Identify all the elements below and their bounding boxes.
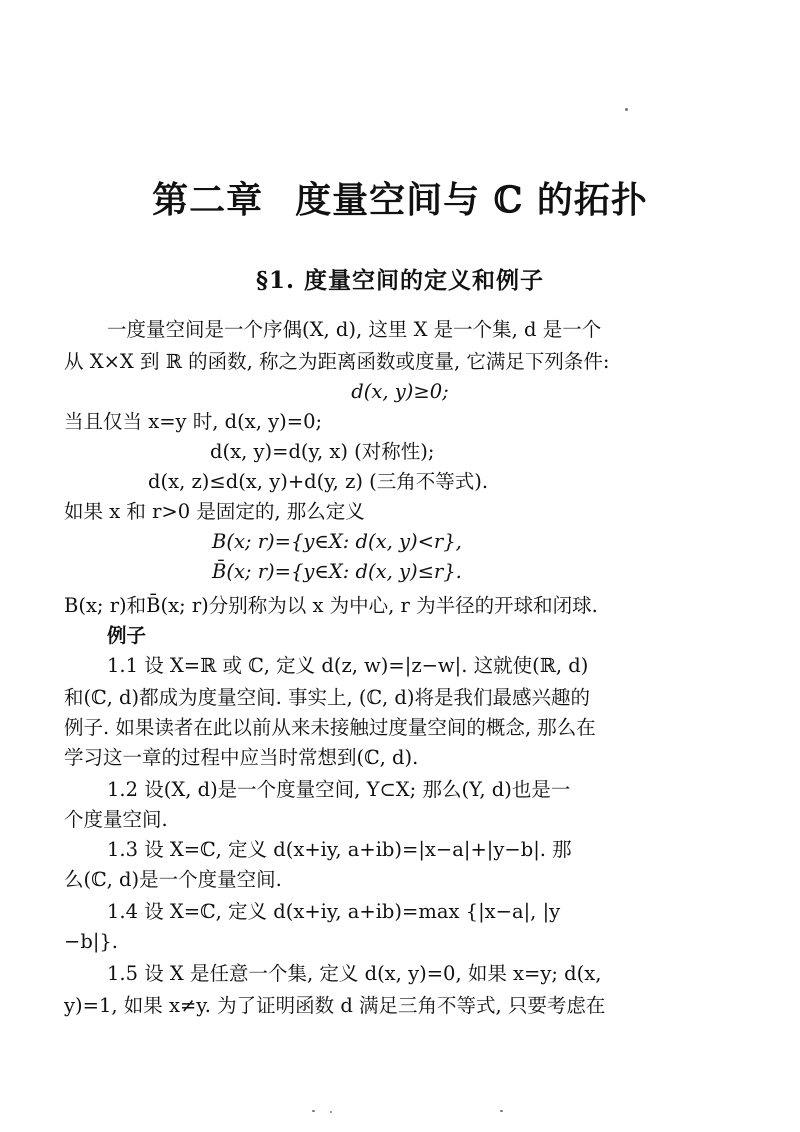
scan-speck xyxy=(500,1110,503,1112)
body-line: 和(ℂ, d)都成为度量空间. 事实上, (ℂ, d)将是我们最感兴趣的 xyxy=(64,686,591,709)
chapter-name: 度量空间与 ℂ 的拓扑 xyxy=(295,179,648,221)
body-line: 学习这一章的过程中应当时常想到(ℂ, d). xyxy=(64,746,419,769)
scan-speck xyxy=(330,1111,332,1113)
body-line: 当且仅当 x=y 时, d(x, y)=0; xyxy=(64,410,323,433)
formula-line: B(x; r)={y∈X: d(x, y)<r}, xyxy=(212,530,462,553)
example-line: 1.4 设 X=ℂ, 定义 d(x+iy, a+ib)=max {|x−a|, |y xyxy=(107,900,561,923)
scan-speck xyxy=(312,1110,315,1112)
body-line: 如果 x 和 r>0 是固定的, 那么定义 xyxy=(64,500,365,523)
section-title: §1. 度量空间的定义和例子 xyxy=(255,267,545,294)
chapter-title xyxy=(0,172,800,223)
formula-line: d(x, y)=d(y, x) (对称性); xyxy=(210,440,435,463)
body-line: −b|}. xyxy=(64,930,118,953)
body-line: 么(ℂ, d)是一个度量空间. xyxy=(64,868,282,891)
examples-heading: 例子 xyxy=(107,624,147,647)
body-line: 一度量空间是一个序偶(X, d), 这里 X 是一个集, d 是一个 xyxy=(107,318,602,341)
body-line: B(x; r)和B̄(x; r)分别称为以 x 为中心, r 为半径的开球和闭球. xyxy=(64,594,598,617)
example-line: 1.2 设(X, d)是一个度量空间, Y⊂X; 那么(Y, d)也是一 xyxy=(107,778,571,801)
body-line: y)=1, 如果 x≠y. 为了证明函数 d 满足三角不等式, 只要考虑在 xyxy=(64,994,606,1017)
example-line: 1.3 设 X=ℂ, 定义 d(x+iy, a+ib)=|x−a|+|y−b|. 那 xyxy=(107,838,572,861)
formula-line: d(x, y)≥0; xyxy=(351,380,449,403)
chapter-number: 第二章 xyxy=(152,179,264,221)
example-line: 1.1 设 X=ℝ 或 ℂ, 定义 d(z, w)=|z−w|. 这就使(ℝ, d) xyxy=(107,654,589,677)
scan-speck xyxy=(625,108,628,111)
example-line: 1.5 设 X 是任意一个集, 定义 d(x, y)=0, 如果 x=y; d(x, xyxy=(107,962,602,985)
body-line: 从 X×X 到 ℝ 的函数, 称之为距离函数或度量, 它满足下列条件: xyxy=(64,350,610,373)
body-line: 个度量空间. xyxy=(64,808,168,831)
formula-line: B̄(x; r)={y∈X: d(x, y)≤r}. xyxy=(212,560,462,583)
body-line: 例子. 如果读者在此以前从来未接触过度量空间的概念, 那么在 xyxy=(64,716,596,739)
formula-line: d(x, z)≤d(x, y)+d(y, z) (三角不等式). xyxy=(148,470,489,493)
